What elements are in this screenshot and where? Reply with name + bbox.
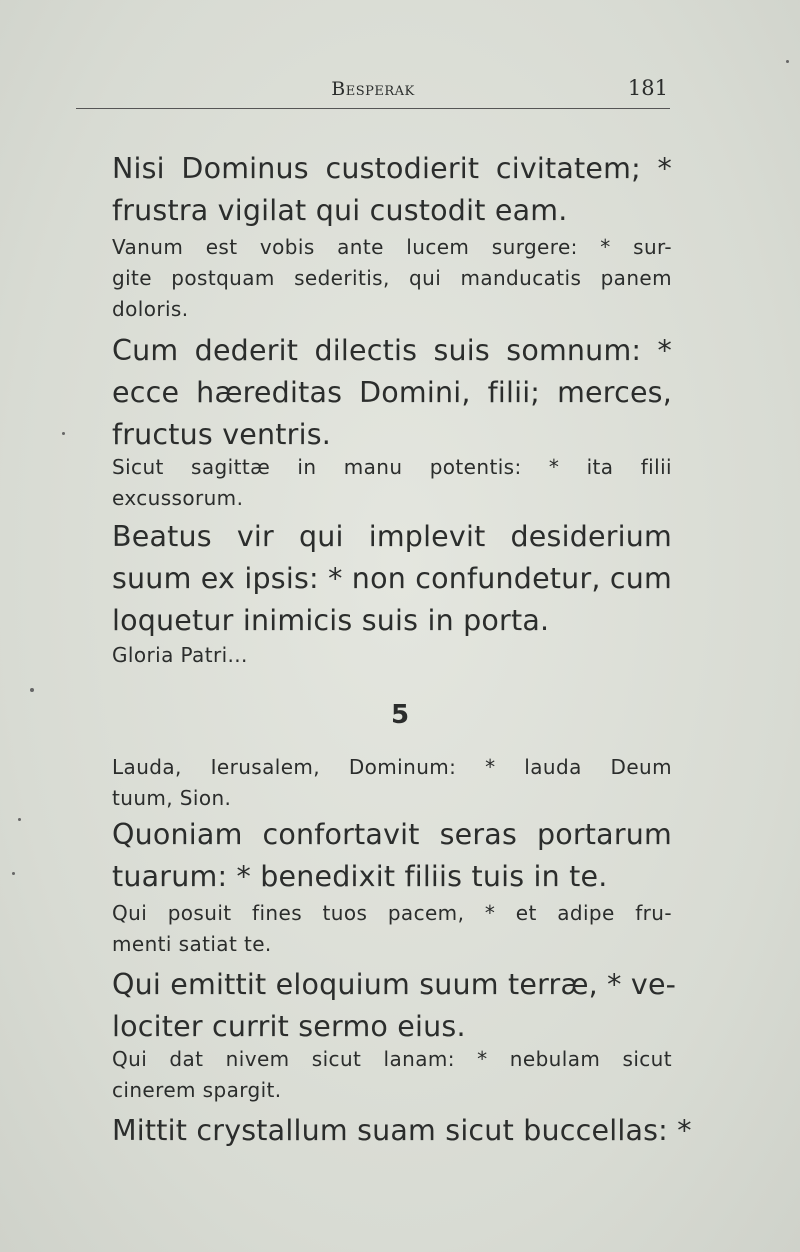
verse-line: Qui emittit eloquium suum terræ, * ve- bbox=[112, 968, 677, 1001]
verse-line: Vanum est vobis ante lucem surgere: * sur- bbox=[112, 235, 672, 259]
running-header bbox=[76, 76, 670, 109]
verse-vanum-est bbox=[76, 232, 672, 325]
verse-qui-emittit bbox=[76, 964, 677, 1048]
verse-line: Mittit crystallum suam sicut buccellas: * bbox=[112, 1114, 692, 1147]
verse-qui-posuit bbox=[76, 898, 672, 960]
verse-line: suum ex ipsis: * non confundetur, cum bbox=[112, 562, 672, 595]
verse-line: lociter currit sermo eius. bbox=[112, 1010, 466, 1043]
verse-sicut-sagittae bbox=[76, 452, 672, 514]
verse-line: cinerem spargit. bbox=[112, 1078, 282, 1102]
verse-line: gite postquam sederitis, qui manducatis panem bbox=[112, 266, 672, 290]
paper-speck bbox=[786, 60, 789, 63]
verse-lauda-ierusalem bbox=[76, 752, 672, 814]
verse-line: Quoniam confortavit seras portarum bbox=[112, 818, 672, 851]
verse-cum-dederit bbox=[76, 330, 672, 456]
verse-beatus-vir bbox=[76, 516, 672, 642]
verse-line: menti satiat te. bbox=[112, 932, 272, 956]
verse-line: frustra vigilat qui custodit eam. bbox=[112, 194, 568, 227]
psalm-number: 5 bbox=[390, 700, 410, 730]
verse-line: Sicut sagittæ in manu potentis: * ita filii bbox=[112, 455, 672, 479]
verse-line: doloris. bbox=[112, 297, 189, 321]
verse-line: Cum dederit dilectis suis somnum: * bbox=[112, 334, 672, 367]
gloria-patri bbox=[76, 640, 672, 671]
verse-line: tuum, Sion. bbox=[112, 786, 232, 810]
verse-line: tuarum: * benedixit filiis tuis in te. bbox=[112, 860, 608, 893]
verse-line: excussorum. bbox=[112, 486, 244, 510]
verse-mittit-crystallum bbox=[76, 1110, 692, 1152]
verse-line: Beatus vir qui implevit desiderium bbox=[112, 520, 672, 553]
verse-nisi-dominus bbox=[76, 148, 672, 232]
paper-speck bbox=[30, 688, 34, 692]
verse-line: fructus ventris. bbox=[112, 418, 332, 451]
paper-speck bbox=[62, 432, 65, 435]
paper-speck bbox=[12, 872, 15, 875]
paper-speck bbox=[18, 818, 21, 821]
verse-qui-dat-nivem bbox=[76, 1044, 672, 1106]
verse-line: Qui posuit fines tuos pacem, * et adipe fru- bbox=[112, 901, 672, 925]
verse-line: Nisi Dominus custodierit civitatem; * bbox=[112, 152, 672, 185]
running-title: Besperak bbox=[331, 78, 415, 100]
verse-line: ecce hæreditas Domini, filii; merces, bbox=[112, 376, 672, 409]
verse-line: Lauda, Ierusalem, Dominum: * lauda Deum bbox=[112, 755, 672, 779]
page-number: 181 bbox=[627, 76, 668, 100]
verse-quoniam bbox=[76, 814, 672, 898]
verse-line: loquetur inimicis suis in porta. bbox=[112, 604, 550, 637]
verse-line: Qui dat nivem sicut lanam: * nebulam sicut bbox=[112, 1047, 672, 1071]
gloria-line: Gloria Patri... bbox=[112, 643, 248, 667]
